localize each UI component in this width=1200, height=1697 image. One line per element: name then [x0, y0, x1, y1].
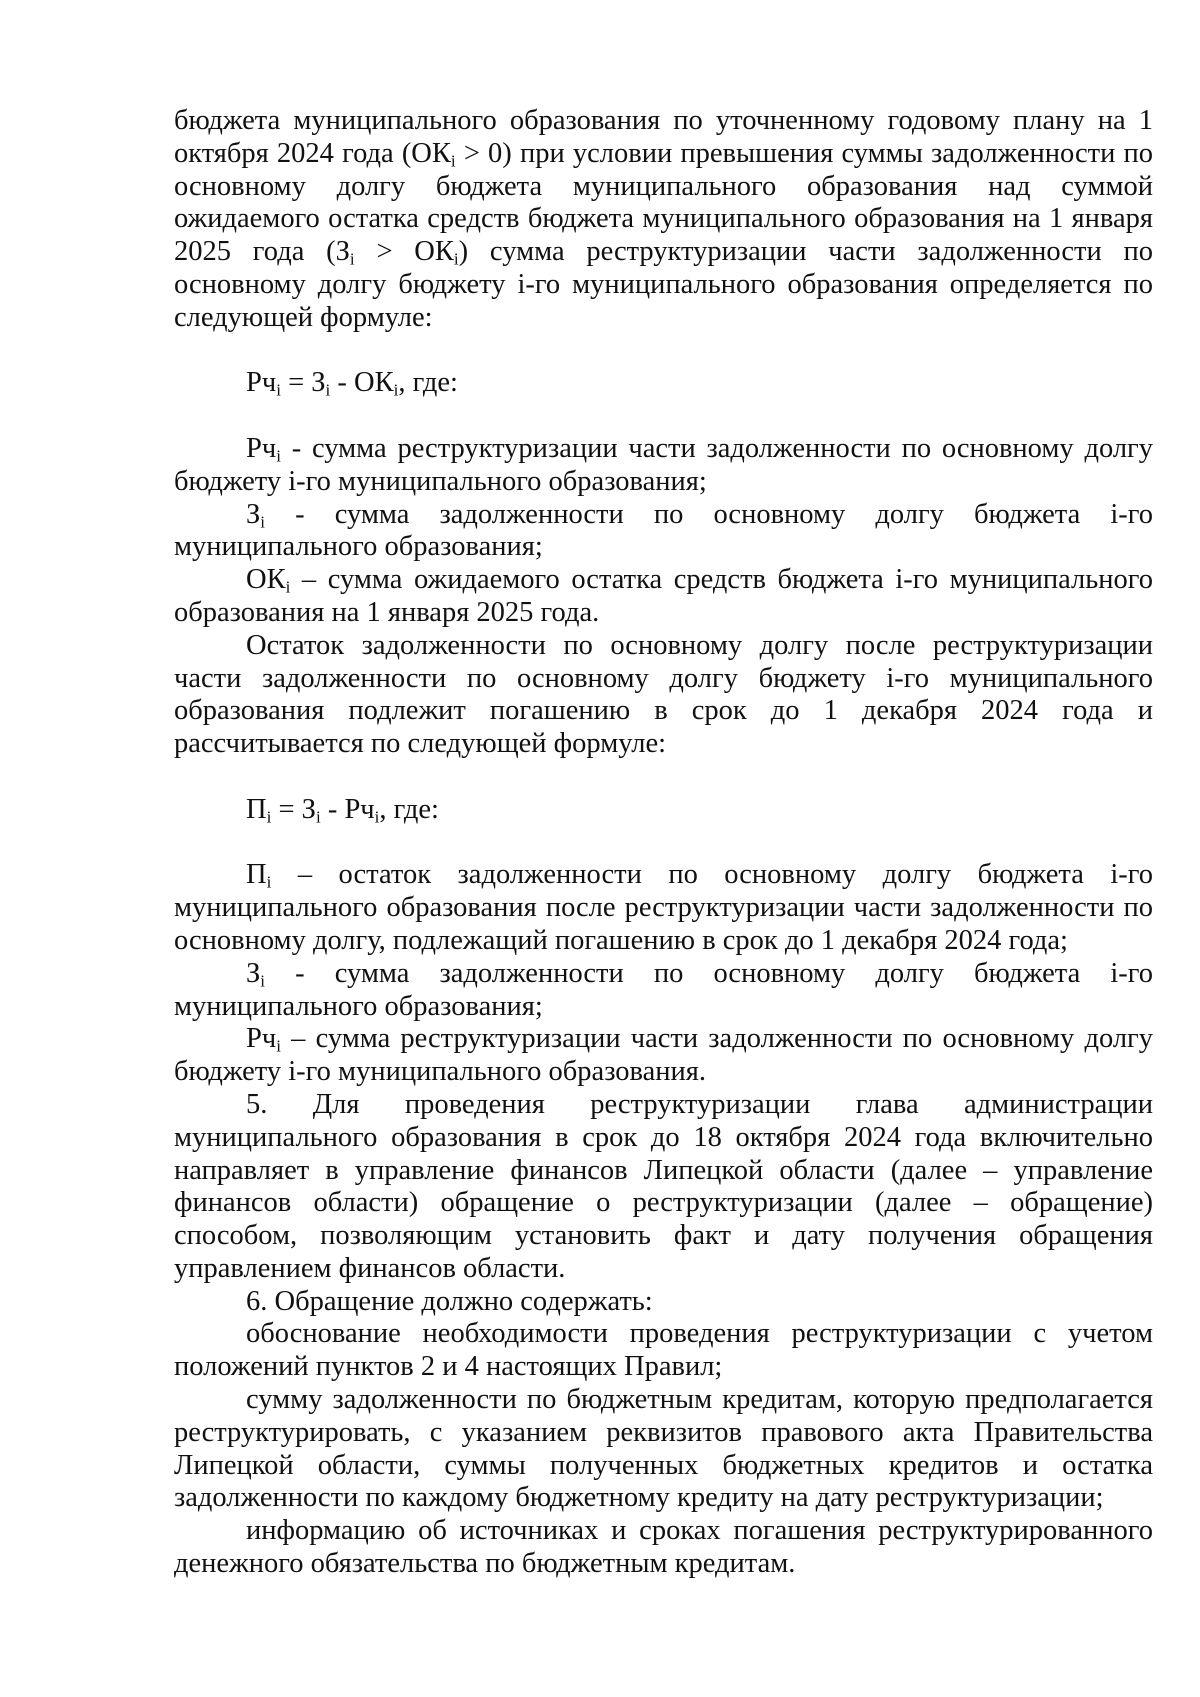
- subscript: i: [315, 807, 321, 826]
- definition-ok: [174, 564, 1153, 630]
- formula-part: = З: [271, 793, 316, 825]
- subscript: i: [450, 151, 456, 171]
- symbol: Рч: [246, 1023, 277, 1055]
- definition-text: – сумма ожидаемого остатка средств бюджета i-го муниципального образования на 1 января 2025 года.: [174, 564, 1153, 628]
- definition-p: [174, 859, 1153, 957]
- definition-text: – остаток задолженности по основному долгу бюджета i-го муниципального образования после реструктуризации части задолженности по основному долгу, подлежащий погашению в срок до 1 декабря 2024 года;: [174, 859, 1153, 956]
- symbol: ОК: [246, 564, 286, 596]
- subscript: i: [266, 872, 272, 892]
- formula-part: , где:: [398, 367, 458, 399]
- paragraph-intro: [174, 105, 1153, 335]
- spacer: [174, 400, 1153, 433]
- formula-part: , где:: [379, 793, 439, 825]
- formula-part: Рч: [246, 367, 277, 399]
- subscript: i: [276, 446, 281, 466]
- subscript: i: [260, 970, 266, 990]
- symbol: З: [246, 957, 261, 989]
- symbol: П: [246, 859, 267, 891]
- definition-z: [174, 499, 1153, 565]
- definition-rch: [174, 1023, 1153, 1089]
- document-page: [174, 105, 1153, 1581]
- subscript: i: [349, 249, 355, 269]
- spacer: [174, 827, 1153, 860]
- definition-text: - сумма задолженности по основному долгу бюджета i-го муниципального образования;: [174, 957, 1153, 1022]
- subscript: i: [374, 807, 380, 826]
- paragraph-remainder: Остаток задолженности по основному долгу после реструктуризации части задолженности по основному долгу бюджету i-го муниципального образования подлежит погашению в срок до 1 декабря 2024 года и рассчитывается по следующей формуле:: [174, 629, 1153, 760]
- subscript: i: [325, 380, 331, 400]
- paragraph-6-item-3: информацию об источниках и сроках погашения реструктурированного денежного обязательства по бюджетным кредитам.: [174, 1515, 1153, 1580]
- subscript: i: [276, 1036, 281, 1056]
- definition-text: – сумма реструктуризации части задолженности по основному долгу бюджету i-го муниципального образования.: [174, 1023, 1153, 1088]
- paragraph-6: 6. Обращение должно содержать:: [246, 1285, 653, 1317]
- formula-part: - ОК: [330, 367, 394, 399]
- definition-z: [174, 958, 1153, 1024]
- subscript: i: [393, 380, 399, 400]
- definition-text: - сумма задолженности по основному долгу бюджета i-го муниципального образования;: [174, 498, 1153, 563]
- paragraph-6-item-1: обоснование необходимости проведения реструктуризации с учетом положений пунктов 2 и 4 настоящих Правил;: [174, 1318, 1153, 1383]
- subscript: i: [453, 249, 459, 269]
- definition-rch: [174, 433, 1153, 499]
- paragraph-6-item-2: сумму задолженности по бюджетным кредитам, которую предполагается реструктурировать, с указанием реквизитов правового акта Правительства Липецкой области, суммы полученных бюджетных кредитов и остатка задолженности по каждому бюджетному кредиту на дату реструктуризации;: [174, 1384, 1153, 1514]
- formula-part: = З: [280, 367, 326, 399]
- formula-part: П: [246, 793, 267, 825]
- symbol: З: [246, 498, 261, 530]
- text-run: бюджета муниципального образования по уточненному годовому плану на 1 октября 2024 года (ОК: [174, 105, 1153, 169]
- paragraph-5: 5. Для проведения реструктуризации глава администрации муниципального образования в срок до 18 октября 2024 года включительно направляет в управление финансов Липецкой области (далее – управление финансов области) обращение о реструктуризации (далее – обращение) способом, позволяющим установить факт и дату получения обращения управлением финансов области.: [174, 1088, 1153, 1284]
- text-run: > ОК: [354, 236, 454, 268]
- formula-restructuring-sum: [174, 367, 1153, 400]
- subscript: i: [260, 511, 266, 531]
- spacer: [174, 335, 1153, 368]
- text-run: > 0) при условии превышения суммы задолженности по основному долгу бюджета муниципального образования над суммой ожидаемого остатка средств бюджета муниципального образования на 1 января 2025 года (З: [174, 137, 1153, 268]
- formula-remainder: [174, 794, 1153, 827]
- definition-text: - сумма реструктуризации части задолженности по основному долгу бюджету i-го муниципального образования;: [174, 432, 1153, 497]
- subscript: i: [285, 577, 291, 597]
- symbol: Рч: [246, 432, 277, 464]
- subscript: i: [276, 380, 281, 400]
- subscript: i: [266, 807, 272, 826]
- spacer: [174, 761, 1153, 794]
- text-run: ) сумма реструктуризации части задолженности по основному долгу бюджету i-го муниципального образования определяется по следующей формуле:: [174, 236, 1154, 333]
- formula-part: - Рч: [320, 793, 375, 825]
